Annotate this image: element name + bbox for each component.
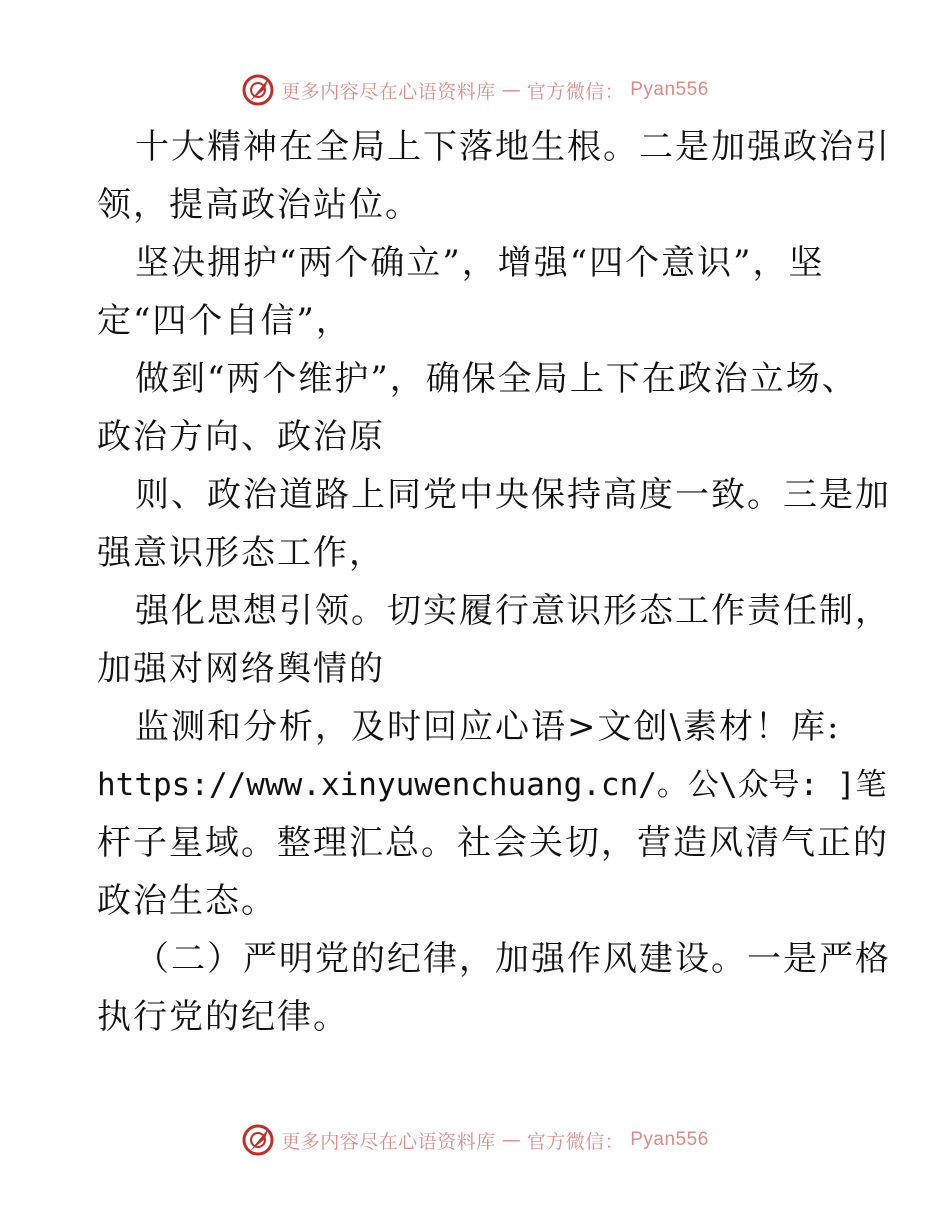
banner-wechat-label: 官方微信： (526, 80, 625, 103)
body-line: 监测和分析，及时回应心语>文创\素材！库: (135, 707, 841, 747)
body-line: 执行党的纪律。 (97, 997, 349, 1037)
body-line: 十大精神在全局上下落地生根。二是加强政治引 (135, 127, 891, 167)
body-line: 做到“两个维护”，确保全局上下在政治立场、 (135, 359, 858, 399)
header-banner (0, 70, 950, 110)
body-line: （二）严明党的纪律，加强作风建设。一是严格 (135, 939, 891, 979)
red-quill-seal-icon (241, 1123, 275, 1157)
body-line-url: https://www.xinyuwenchuang.cn/。公\众号: ]笔 (97, 767, 887, 803)
banner-dash: — (501, 1129, 521, 1151)
banner-dash: — (501, 79, 521, 101)
body-line: 加强对网络舆情的 (97, 649, 385, 689)
banner-wechat-id: Pyan556 (630, 79, 709, 100)
body-line: 定“四个自信”， (97, 301, 352, 341)
red-quill-seal-icon (241, 73, 275, 107)
document-body (97, 118, 891, 1046)
body-line: 坚决拥护“两个确立”，增强“四个意识”，坚 (135, 243, 825, 283)
banner-title: 更多内容尽在心语资料库 (281, 1130, 496, 1153)
body-line: 杆子星域。整理汇总。社会关切，营造风清气正的 (97, 823, 889, 863)
body-line: 则、政治道路上同党中央保持高度一致。三是加 (135, 475, 891, 515)
body-line: 强意识形态工作， (97, 533, 385, 573)
body-line: 政治生态。 (97, 881, 277, 921)
banner-title: 更多内容尽在心语资料库 (281, 80, 496, 103)
body-line: 政治方向、政治原 (97, 417, 385, 457)
footer-banner (0, 1120, 950, 1160)
body-line: 领，提高政治站位。 (97, 185, 421, 225)
banner-wechat-label: 官方微信： (526, 1130, 625, 1153)
body-line: 强化思想引领。切实履行意识形态工作责任制， (135, 591, 891, 631)
banner-wechat-id: Pyan556 (630, 1129, 709, 1150)
